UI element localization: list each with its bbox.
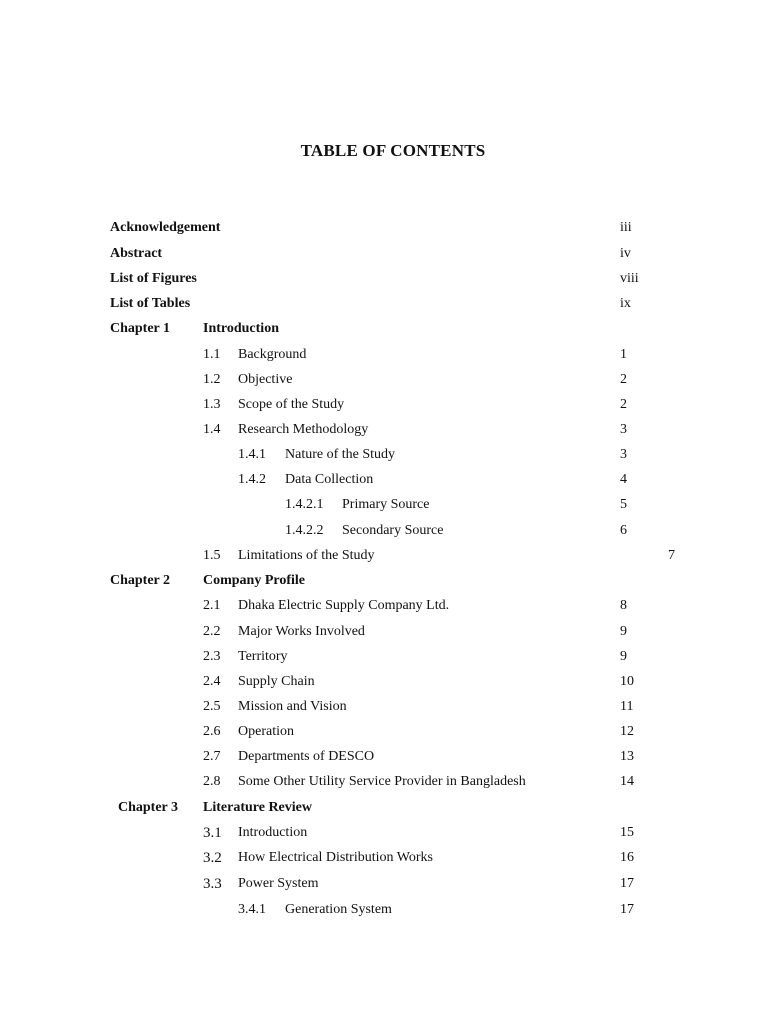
entry-page: 15: [620, 825, 634, 840]
toc-entry: [0, 445, 768, 465]
section-number: 3.2: [203, 850, 222, 866]
section-number: 2.4: [203, 674, 221, 689]
section-title: Mission and Vision: [238, 699, 347, 714]
section-title: Data Collection: [285, 472, 374, 487]
entry-page: 10: [620, 674, 634, 689]
section-title: Operation: [238, 724, 294, 739]
entry-page: iv: [620, 246, 631, 261]
toc-entry: [0, 874, 768, 894]
section-number: 1.1: [203, 347, 221, 362]
section-title: Limitations of the Study: [238, 548, 375, 563]
section-number: 2.8: [203, 774, 221, 789]
toc-entry: [0, 823, 768, 843]
entry-page: 6: [620, 523, 627, 538]
entry-page: iii: [620, 220, 632, 235]
section-title: Objective: [238, 372, 293, 387]
chapter-title: Company Profile: [203, 573, 306, 588]
section-number: 1.4.2.2: [285, 523, 324, 538]
entry-page: 3: [620, 422, 627, 437]
chapter-heading: [0, 798, 768, 818]
chapter-title: Literature Review: [203, 800, 312, 815]
section-number: 1.2: [203, 372, 221, 387]
chapter-title: Introduction: [203, 321, 279, 336]
entry-page: 12: [620, 724, 634, 739]
section-title: Introduction: [238, 825, 308, 840]
toc-entry: [0, 470, 768, 490]
chapter-heading: [0, 319, 768, 339]
toc-entry: [0, 596, 768, 616]
entry-page: ix: [620, 296, 631, 311]
toc-entry: [0, 495, 768, 515]
entry-title: Abstract: [110, 246, 163, 261]
section-number: 1.4.2: [238, 472, 266, 487]
chapter-label: Chapter 1: [110, 321, 171, 336]
chapter-label: Chapter 2: [110, 573, 171, 588]
section-number: 2.2: [203, 624, 221, 639]
toc-entry: [0, 848, 768, 868]
entry-page: 4: [620, 472, 627, 487]
section-number: 1.4.1: [238, 447, 266, 462]
entry-page: 3: [620, 447, 627, 462]
section-title: Primary Source: [342, 497, 430, 512]
section-title: Departments of DESCO: [238, 749, 375, 764]
entry-page: 14: [620, 774, 634, 789]
entry-page: 11: [620, 699, 634, 714]
toc-entry: [0, 672, 768, 692]
toc-entry: [0, 294, 768, 314]
section-number: 3.4.1: [238, 902, 266, 917]
toc-entry: [0, 395, 768, 415]
toc-entry: [0, 546, 768, 566]
entry-page: 2: [620, 397, 627, 412]
section-title: Generation System: [285, 902, 392, 917]
entry-page: 9: [620, 649, 627, 664]
entry-page: 17: [620, 876, 634, 891]
toc-entry: [0, 622, 768, 642]
entry-title: List of Figures: [110, 271, 197, 286]
toc-entry: [0, 244, 768, 264]
toc-entry: [0, 521, 768, 541]
page-title: TABLE OF CONTENTS: [300, 141, 486, 160]
section-number: 1.3: [203, 397, 221, 412]
toc-entry: [0, 697, 768, 717]
toc-entry: [0, 747, 768, 767]
section-title: Territory: [238, 649, 288, 664]
entry-page: 16: [620, 850, 634, 865]
section-title: Dhaka Electric Supply Company Ltd.: [238, 598, 450, 613]
section-number: 2.3: [203, 649, 221, 664]
section-number: 1.5: [203, 548, 221, 563]
section-title: Major Works Involved: [238, 624, 365, 639]
toc-entry: [0, 772, 768, 792]
section-number: 2.5: [203, 699, 221, 714]
entry-page: 1: [620, 347, 627, 362]
toc-entry: [0, 345, 768, 365]
chapter-label: Chapter 3: [118, 800, 179, 815]
section-title: Power System: [238, 876, 319, 891]
section-title: Some Other Utility Service Provider in Bangladesh: [238, 774, 526, 789]
section-number: 1.4: [203, 422, 221, 437]
toc-entry: [0, 218, 768, 238]
entry-page: 8: [620, 598, 627, 613]
entry-page: 7: [668, 548, 675, 563]
section-title: How Electrical Distribution Works: [238, 850, 433, 865]
toc-entry: [0, 647, 768, 667]
section-number: 2.6: [203, 724, 221, 739]
section-title: Research Methodology: [238, 422, 369, 437]
toc-entry: [0, 370, 768, 390]
entry-page: 5: [620, 497, 627, 512]
section-number: 3.3: [203, 876, 222, 892]
chapter-heading: [0, 571, 768, 591]
entry-page: 17: [620, 902, 634, 917]
section-number: 2.7: [203, 749, 221, 764]
entry-page: viii: [620, 271, 639, 286]
toc-entry: [0, 269, 768, 289]
entry-title: Acknowledgement: [110, 220, 221, 235]
section-title: Secondary Source: [342, 523, 444, 538]
section-title: Scope of the Study: [238, 397, 345, 412]
section-title: Supply Chain: [238, 674, 315, 689]
section-title: Nature of the Study: [285, 447, 396, 462]
toc-entry: [0, 722, 768, 742]
section-title: Background: [238, 347, 307, 362]
toc-entry: [0, 900, 768, 920]
entry-page: 13: [620, 749, 634, 764]
entry-page: 2: [620, 372, 627, 387]
toc-entry: [0, 420, 768, 440]
entry-title: List of Tables: [110, 296, 191, 311]
section-number: 2.1: [203, 598, 221, 613]
entry-page: 9: [620, 624, 627, 639]
section-number: 1.4.2.1: [285, 497, 324, 512]
section-number: 3.1: [203, 825, 222, 841]
